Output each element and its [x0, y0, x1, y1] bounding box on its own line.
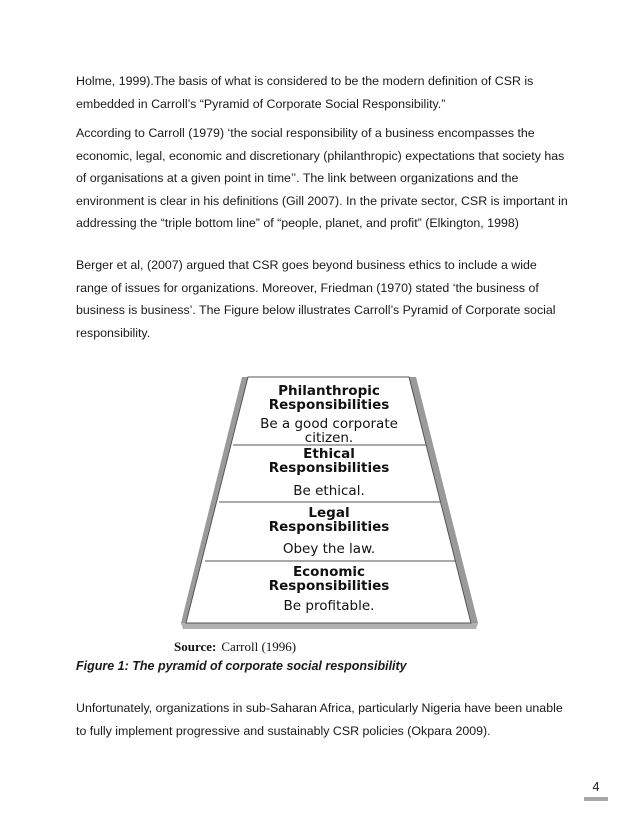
- pyramid-bottom-shade: [181, 623, 478, 629]
- tier-philanthropic-subtitle: Be a good corporate: [260, 416, 398, 432]
- tier-philanthropic-title: Philanthropic: [278, 383, 380, 399]
- paragraph-sub-saharan-africa: Unfortunately, organizations in sub-Saharan Africa, particularly Nigeria have been unable to fully implement progressive and sustainably CSR policies (Okpara 2009).: [76, 701, 563, 738]
- paragraph-berger-friedman: Berger et al, (2007) argued that CSR goes beyond business ethics to include a wide range of issues for organizations. Moreover, Friedman (1970) stated ‘the business of business is business’. The Figure below illustrates Carroll’s Pyramid of Corporate social responsibility.: [76, 258, 556, 340]
- tier-economic-title: Responsibilities: [268, 578, 390, 594]
- tier-philanthropic-title: Responsibilities: [268, 397, 390, 413]
- tier-legal-title: Responsibilities: [268, 519, 390, 535]
- tier-economic-title: Economic: [292, 564, 366, 580]
- tier-ethical-title: Responsibilities: [268, 460, 390, 476]
- tier-economic-subtitle: Be profitable.: [283, 598, 375, 614]
- tier-legal-subtitle: Obey the law.: [282, 541, 376, 557]
- figure-caption: Figure 1: The pyramid of corporate social responsibility: [76, 659, 407, 673]
- figure-source-text: Carroll (1996): [221, 639, 297, 654]
- tier-philanthropic-subtitle: citizen.: [304, 430, 354, 446]
- paragraph-carroll-definition: According to Carroll (1979) ‘the social responsibility of a business encompasses the economic, legal, economic and discretionary (philanthropic) expectations that society has of organisations at a given point in time’’. The link between organizations and the environment is clear in his definitions (Gill 2007). In the private sector, CSR is important in addressing the “triple bottom line” of “people, planet, and profit” (Elkington, 1998): [76, 126, 568, 230]
- tier-ethical-title: Ethical: [303, 446, 355, 462]
- tier-legal-title: Legal: [308, 505, 350, 521]
- figure-source-label: Source:: [174, 639, 217, 654]
- page-number: 4: [584, 779, 608, 801]
- figure-source: [174, 639, 296, 654]
- paragraph-carroll-pyramid-intro: Holme, 1999).The basis of what is considered to be the modern definition of CSR is embedded in Carroll’s “Pyramid of Corporate Social Responsibility.”: [76, 74, 534, 111]
- tier-ethical-subtitle: Be ethical.: [293, 483, 365, 499]
- csr-pyramid-figure: [166, 372, 496, 662]
